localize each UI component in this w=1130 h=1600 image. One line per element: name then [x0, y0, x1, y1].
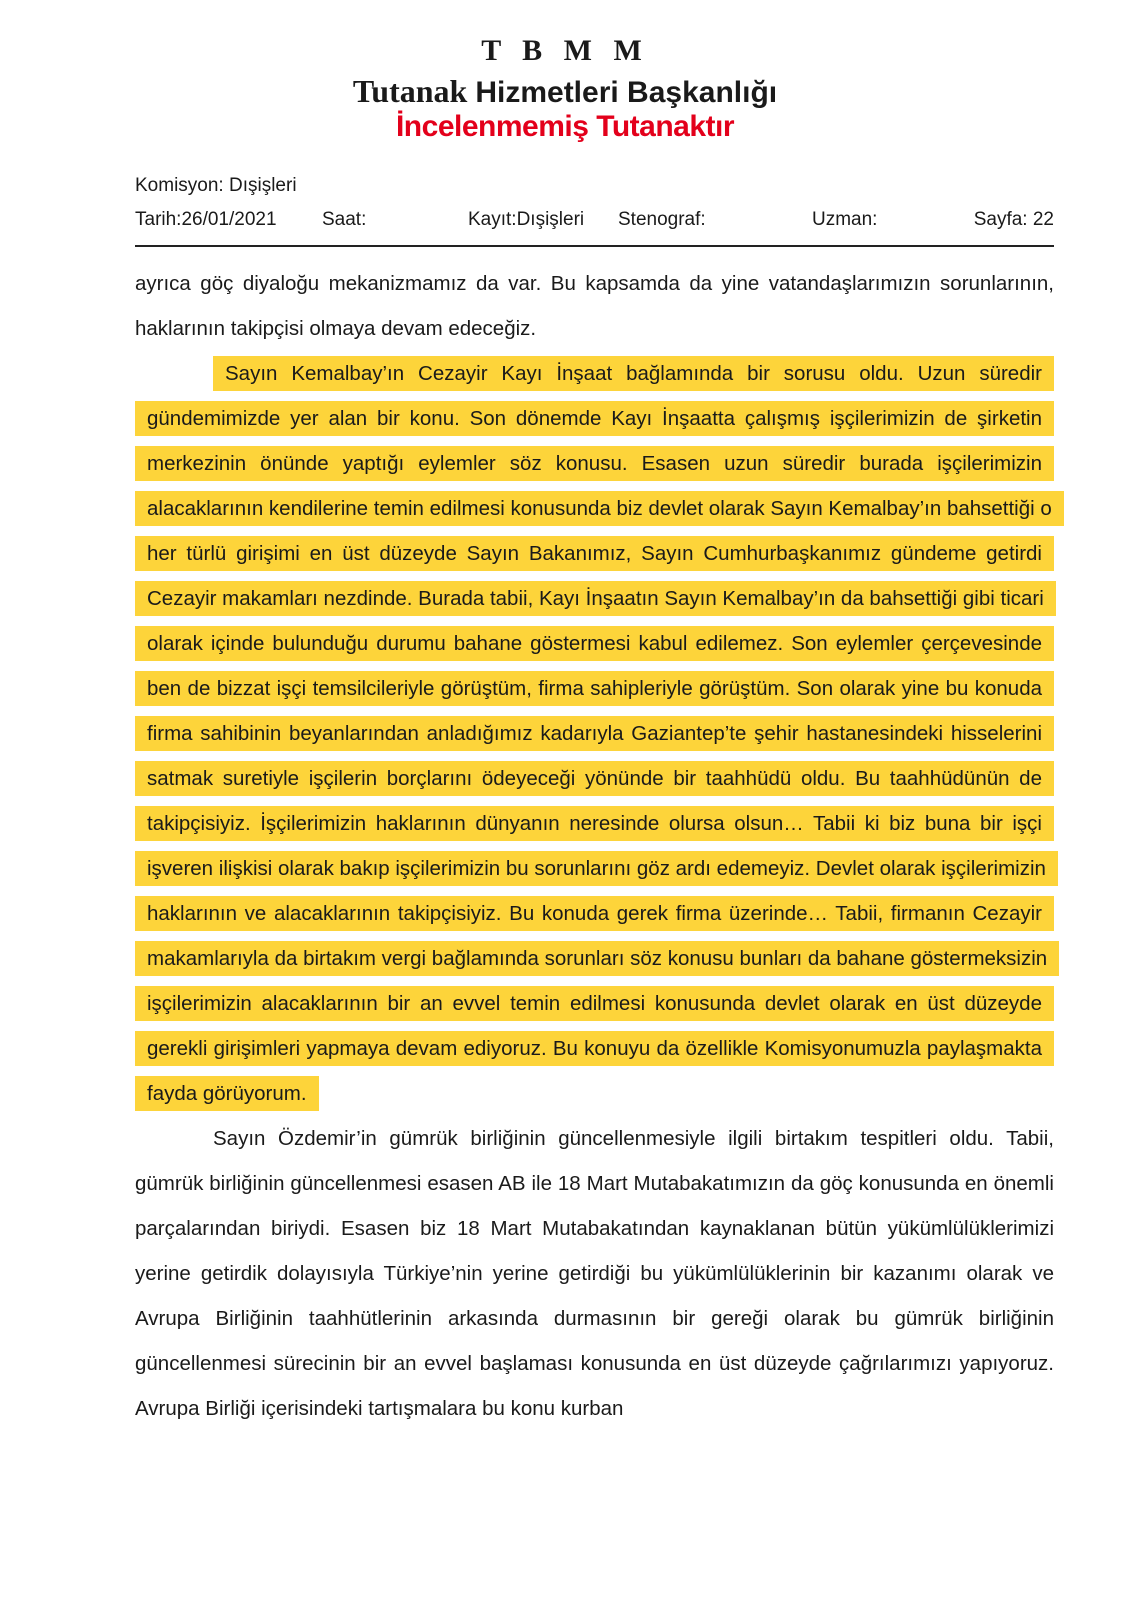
paragraph-1: ayrıca göç diyaloğu mekanizmamız da var. Bu kapsamda da yine vatandaşlarımızın sorunlarının, haklarının takipçisi olmaya devam edeceğiz.	[135, 272, 1054, 340]
meta-sayfa: Sayfa: 22	[973, 209, 1054, 230]
header-dept-sans: Hizmetleri Başkanlığı	[475, 76, 778, 109]
transcript-body	[135, 261, 1054, 1431]
paragraph-2	[135, 351, 1054, 1116]
highlighted-passage: Sayın Kemalbay’ın Cezayir Kayı İnşaat bağlamında bir sorusu oldu. Uzun süredir gündemimizde yer alan bir konu. Son dönemde Kayı İnşaatta çalışmış işçilerimizin de şirketin merkezinin önünde yaptığı eylemler söz konusu. Esasen uzun süredir burada işçilerimizin alacaklarının kendilerine temin edilmesi konusunda biz devlet olarak Sayın Kemalbay’ın bahsettiği o her türlü girişimi en üst düzeyde Sayın Bakanımız, Sayın Cumhurbaşkanımız gündeme getirdi Cezayir makamları nezdinde. Burada tabii, Kayı İnşaatın Sayın Kemalbay’ın da bahsettiği gibi ticari olarak içinde bulunduğu durumu bahane göstermesi kabul edilemez. Son eylemler çerçevesinde ben de bizzat işçi temsilcileriyle görüştüm, firma sahipleriyle görüştüm. Son olarak yine bu konuda firma sahibinin beyanlarından anladığımız kadarıyla Gaziantep’te şehir hastanesindeki hisselerini satmak suretiyle işçilerin borçlarını ödeyeceği yönünde bir taahhüdü oldu. Bu taahhüdünün de takipçisiyiz. İşçilerimizin haklarının dünyanın neresinde olursa olsun… Tabii ki biz buna bir işçi işveren ilişkisi olarak bakıp işçilerimizin bu sorunlarını göz ardı edemeyiz. Devlet olarak işçilerimizin haklarının ve alacaklarının takipçisiyiz. Bu konuda gerek firma üzerinde… Tabii, firmanın Cezayir makamlarıyla da birtakım vergi bağlamında sorunları söz konusu bunları da bahane göstermeksizin işçilerimizin alacaklarının bir an evvel temin edilmesi konusunda devlet olarak en üst düzeyde gerekli girişimleri yapmaya devam ediyoruz. Bu konuyu da özellikle Komisyonumuzla paylaşmakta fayda görüyorum.	[135, 356, 1064, 1111]
meta-kayit: Kayıt:Dışişleri	[468, 209, 585, 230]
header-status: İncelenmemiş Tutanaktır	[395, 110, 735, 143]
meta-tarih: Tarih:26/01/2021	[135, 209, 277, 230]
meta-uzman: Uzman:	[812, 209, 878, 230]
paragraph-3: Sayın Özdemir’in gümrük birliğinin güncellenmesiyle ilgili birtakım tespitleri oldu. Tabii, gümrük birliğinin güncellenmesi esasen AB ile 18 Mart Mutabakatımızın da göç konusunda en önemli parçalarından biriydi. Esasen biz 18 Mart Mutabakatından kaynaklanan bütün yükümlülüklerimizi yerine getirdik dolayısıyla Türkiye’nin yerine getirdiği bu yükümlülüklerinin bir kazanımı olarak ve Avrupa Birliğinin taahhütlerinin arkasında durmasının bir gereği olarak bu gümrük birliğinin güncellenmesi sürecinin bir an evvel başlaması konusunda en üst düzeyde çağrılarımızı yapıyoruz. Avrupa Birliği içerisindeki tartışmalara bu konu kurban	[135, 1127, 1054, 1420]
header-department	[0, 73, 1130, 110]
meta-komisyon: Komisyon: Dışişleri	[135, 175, 297, 196]
header-org: T B M M	[481, 34, 649, 67]
header-dept-serif: Tutanak	[352, 73, 468, 109]
header-divider	[135, 245, 1054, 247]
meta-stenograf: Stenograf:	[618, 209, 706, 230]
meta-saat: Saat:	[322, 209, 367, 230]
